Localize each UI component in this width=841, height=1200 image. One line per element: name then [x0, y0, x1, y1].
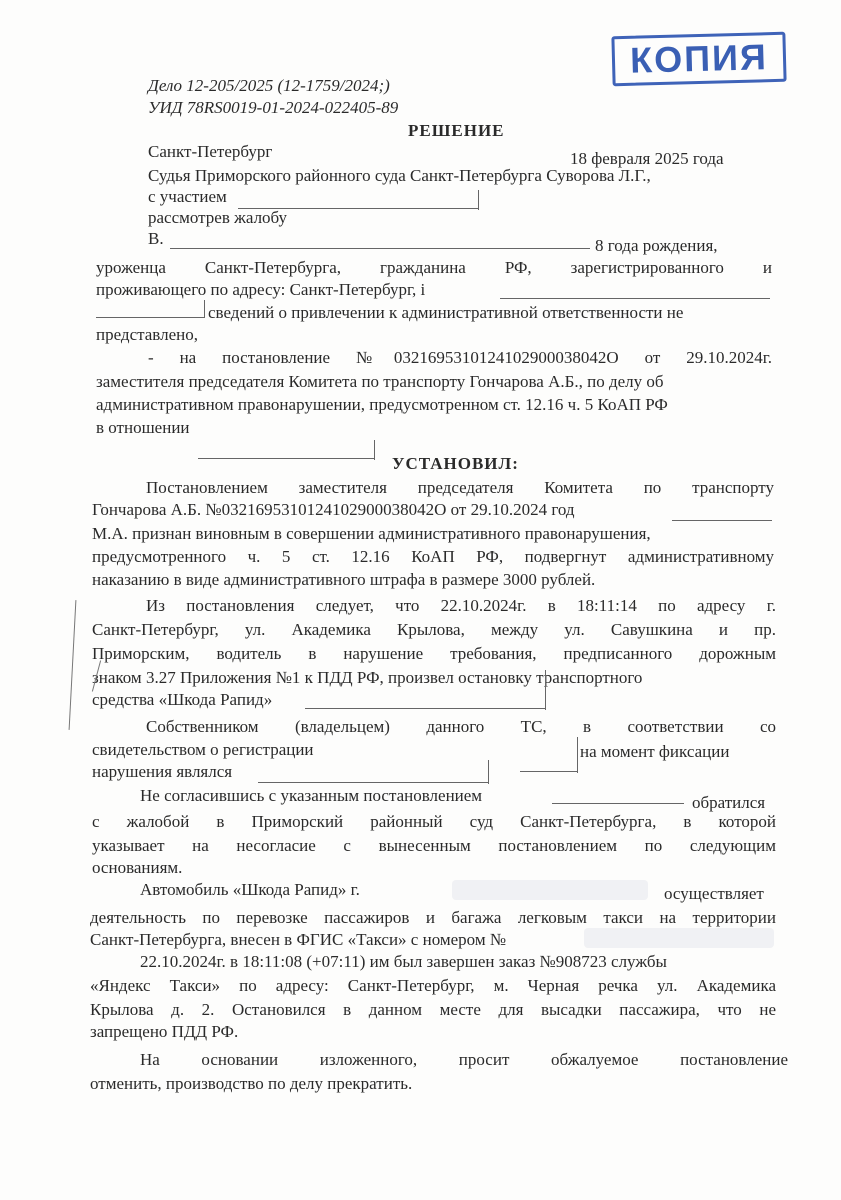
complaint-line: рассмотрев жалобу — [148, 208, 288, 227]
section-title: УСТАНОВИЛ: — [392, 454, 519, 473]
body-line: осуществляет — [664, 884, 764, 903]
record-line: сведений о привлечении к административной ответственности не — [208, 303, 684, 322]
body-line: наказанию в виде административного штрафа в размере 3000 рублей. — [92, 570, 596, 589]
body-line: предусмотренного ч. 5 ст. 12.16 КоАП РФ, подвергнут административному — [92, 547, 774, 566]
body-line: На основании изложенного, просит обжалуемое постановление — [140, 1050, 788, 1069]
city: Санкт-Петербург — [148, 142, 273, 161]
regarding-line: в отношении — [96, 418, 190, 437]
redaction-blank — [672, 520, 772, 521]
copy-stamp-label: КОПИЯ — [629, 36, 769, 81]
offense-line: административном правонарушении, предусмотренном ст. 12.16 ч. 5 КоАП РФ — [96, 395, 668, 414]
body-line: Не согласившись с указанным постановлением — [140, 786, 483, 805]
body-line: нарушения являлся — [92, 762, 233, 781]
body-line: Из постановления следует, что 22.10.2024г. в 18:11:14 по адресу г. — [146, 596, 776, 615]
redaction-blank — [258, 782, 488, 783]
deputy-line: заместителя председателя Комитета по транспорту Гончарова А.Б., по делу об — [96, 372, 664, 391]
body-line: Приморским, водитель в нарушение требования, предписанного дорожным — [92, 644, 776, 663]
body-line: свидетельством о регистрации — [92, 740, 314, 759]
redaction-area — [584, 928, 774, 948]
redaction-blank — [170, 248, 590, 249]
redaction-area — [452, 880, 648, 900]
decision-date: 18 февраля 2025 года — [570, 149, 724, 168]
applicant-initial: В. — [148, 229, 164, 248]
participation-line: с участием — [148, 187, 227, 206]
body-line: указывает на несогласие с вынесенным постановлением по следующим — [92, 836, 776, 855]
body-line: Санкт-Петербурга, внесен в ФГИС «Такси» с номером № — [90, 930, 507, 949]
body-line: на момент фиксации — [580, 742, 730, 761]
address-line: проживающего по адресу: Санкт-Петербург, і — [96, 280, 426, 299]
body-line: «Яндекс Такси» по адресу: Санкт-Петербург, м. Черная речка ул. Академика — [90, 976, 776, 995]
redaction-mark — [577, 737, 578, 773]
redaction-mark — [488, 760, 489, 784]
redaction-blank — [305, 708, 545, 709]
redaction-blank — [500, 298, 770, 299]
redaction-mark — [545, 670, 546, 710]
body-line: Крылова д. 2. Остановился в данном месте для высадки пассажира, что не — [90, 1000, 776, 1019]
body-line: Собственником (владельцем) данного ТС, в соответствии со — [146, 717, 776, 736]
resolution-ref-line: - на постановление №0321695310124102900038042О от 29.10.2024г. — [148, 348, 772, 367]
body-line: М.А. признан виновным в совершении административного правонарушения, — [92, 524, 651, 543]
redaction-mark — [478, 190, 479, 210]
body-line: основаниям. — [92, 858, 183, 877]
body-line: Гончарова А.Б. №0321695310124102900038042О от 29.10.2024 год — [92, 500, 575, 519]
redaction-blank — [96, 317, 204, 318]
redaction-blank — [520, 771, 578, 772]
body-line: Автомобиль «Шкода Рапид» г. — [140, 880, 360, 899]
copy-stamp — [611, 32, 786, 87]
body-line: деятельность по перевозке пассажиров и багажа легковым такси на территории — [90, 908, 776, 927]
body-line: с жалобой в Приморский районный суд Санкт-Петербурга, в которой — [92, 812, 776, 831]
case-uid: УИД 78RS0019-01-2024-022405-89 — [148, 98, 399, 117]
redaction-blank — [198, 458, 374, 459]
birth-year-line: 8 года рождения, — [595, 236, 718, 255]
redaction-mark — [204, 300, 205, 318]
body-line: Санкт-Петербург, ул. Академика Крылова, между ул. Савушкина и пр. — [92, 620, 776, 639]
redaction-mark — [374, 440, 375, 460]
document-title: РЕШЕНИЕ — [408, 121, 505, 140]
body-line: 22.10.2024г. в 18:11:08 (+07:11) им был завершен заказ №908723 службы — [140, 952, 667, 971]
case-number: Дело 12-205/2025 (12-1759/2024;) — [148, 76, 390, 95]
body-line: средства «Шкода Рапид» — [92, 690, 273, 709]
body-line: отменить, производство по делу прекратить. — [90, 1074, 413, 1093]
body-line: знаком 3.27 Приложения №1 к ПДД РФ, произвел остановку транспортного — [92, 668, 643, 687]
scan-mark — [69, 600, 77, 730]
birthplace-line: уроженца Санкт-Петербурга, гражданина РФ, зарегистрированного и — [96, 258, 772, 277]
body-line: запрещено ПДД РФ. — [90, 1022, 239, 1041]
presented-line: представлено, — [96, 325, 198, 344]
body-line: Постановлением заместителя председателя Комитета по транспорту — [146, 478, 774, 497]
body-line: обратился — [692, 793, 766, 812]
judge-line: Судья Приморского районного суда Санкт-Петербурга Суворова Л.Г., — [148, 166, 651, 185]
redaction-blank — [552, 803, 684, 804]
